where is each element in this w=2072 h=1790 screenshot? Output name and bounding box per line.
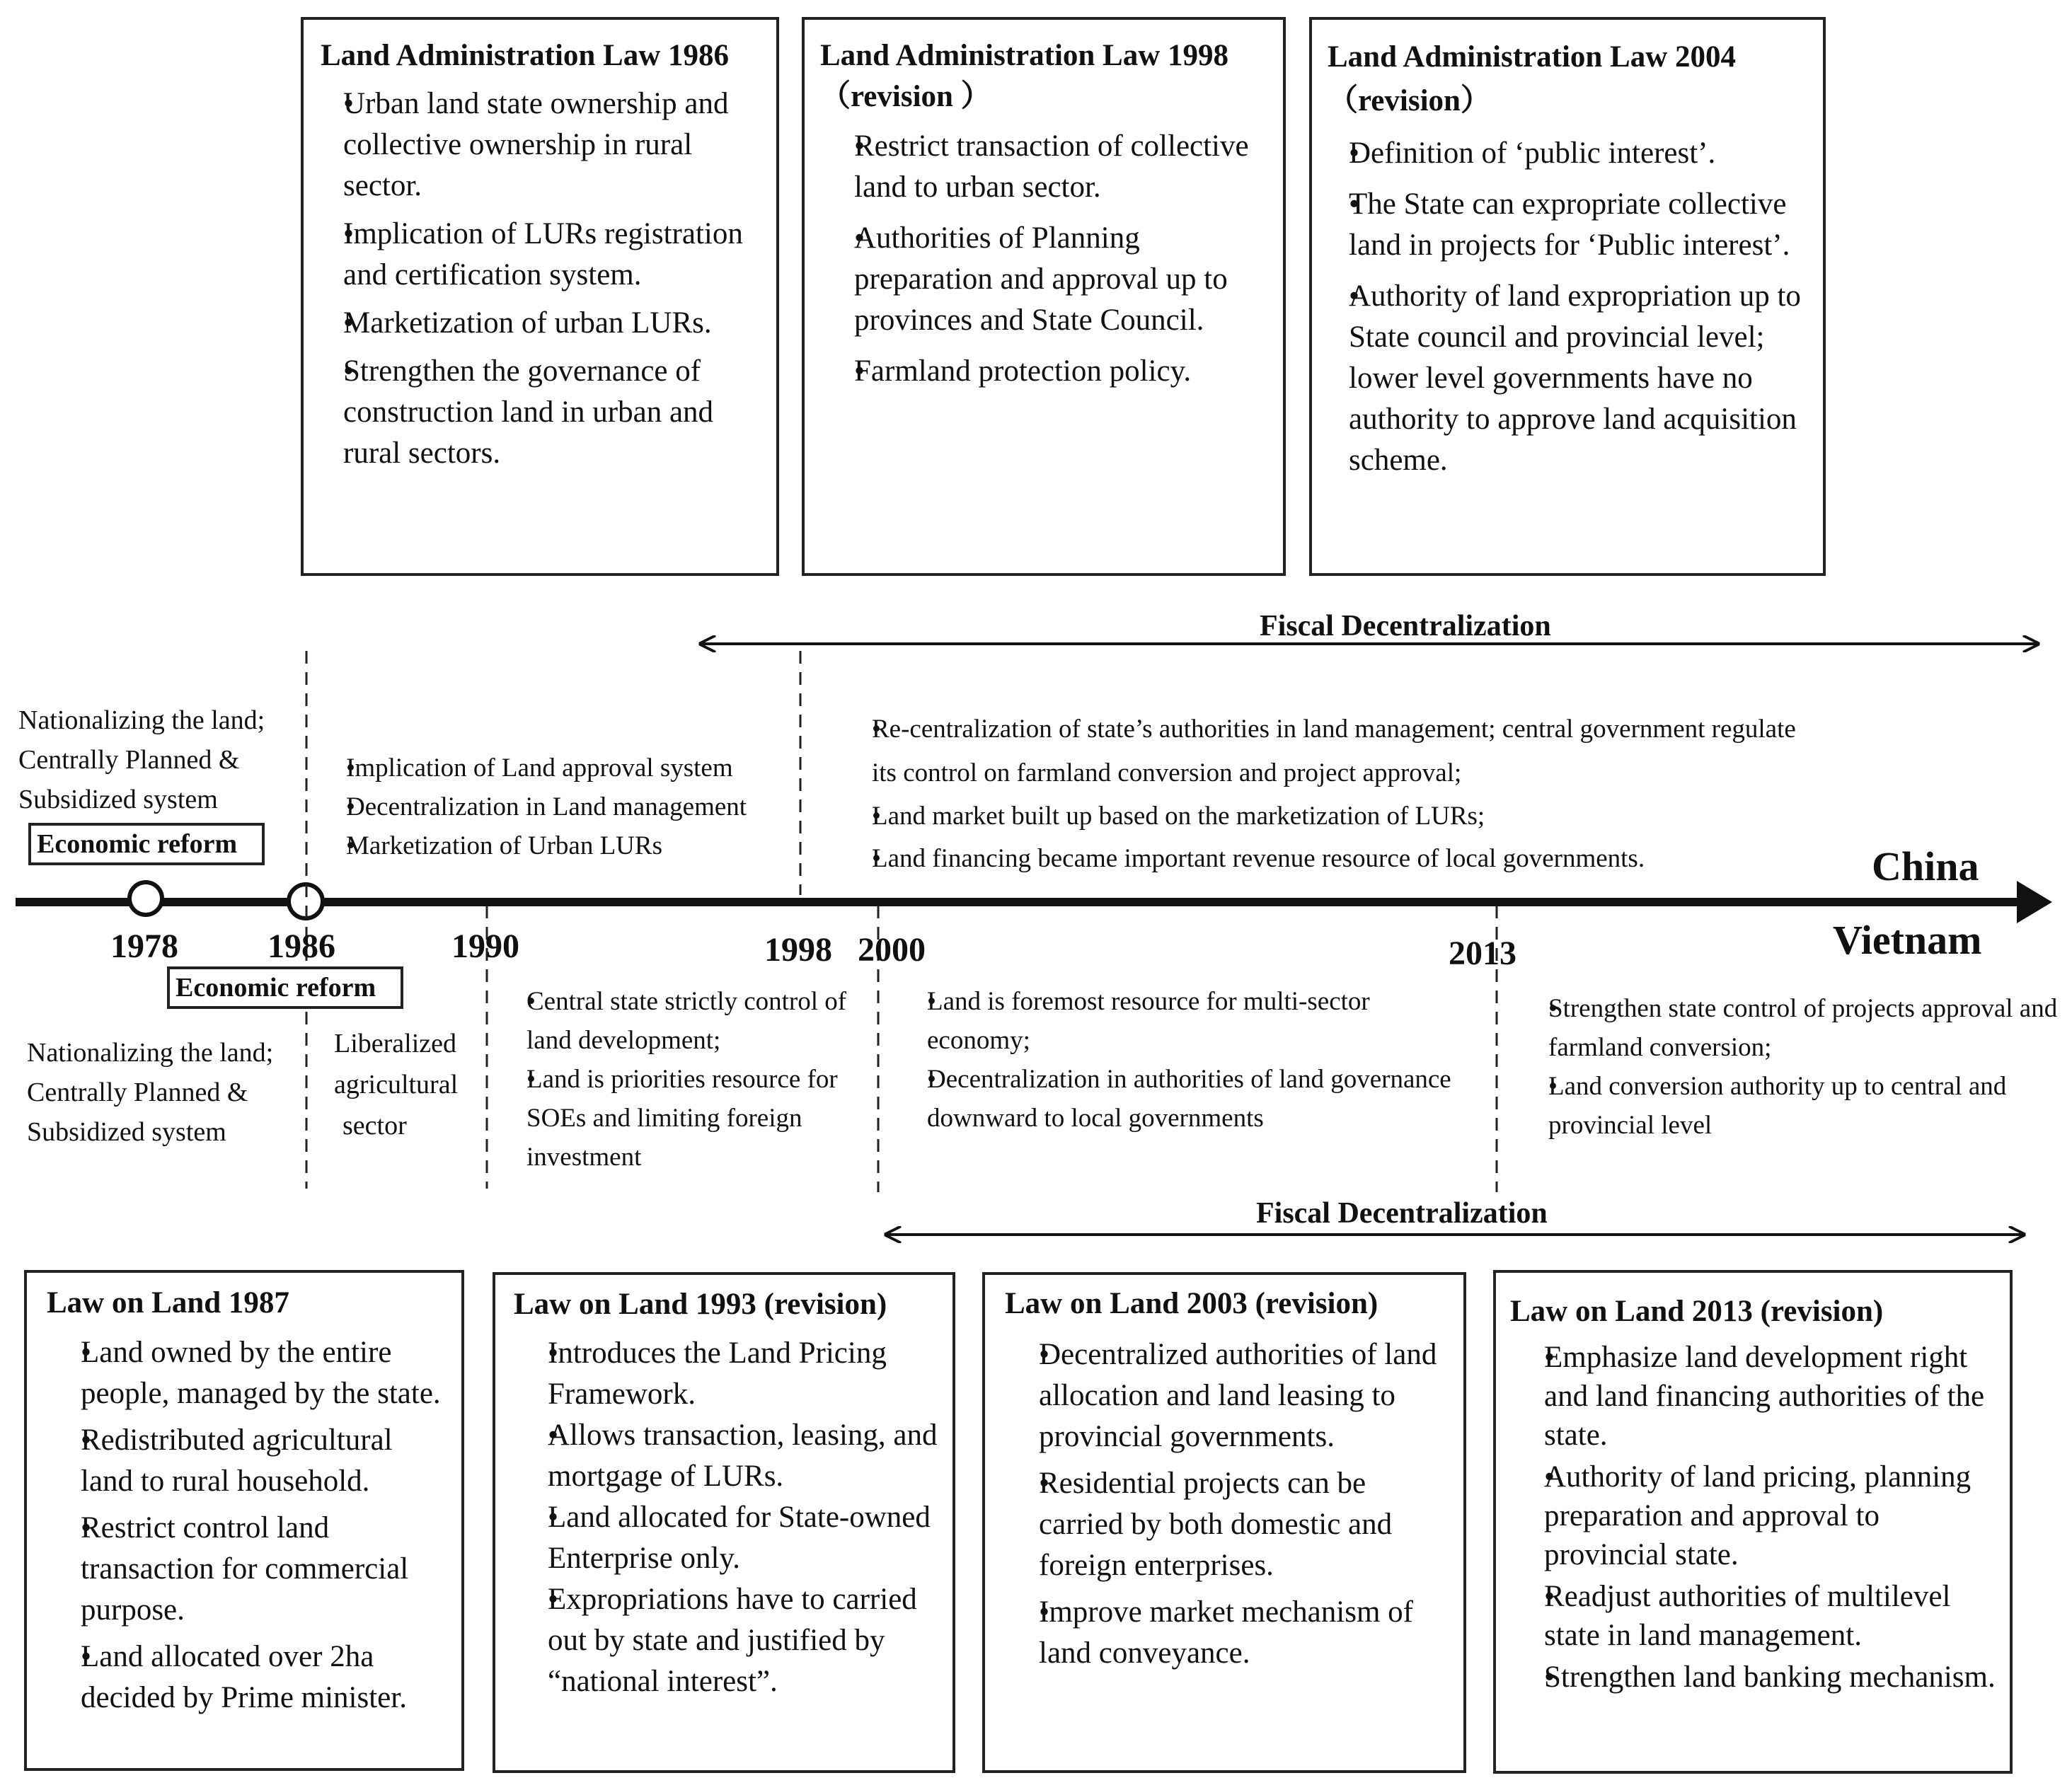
china-pre-reform-text xyxy=(18,700,265,819)
year-label-2000: 2000 xyxy=(858,931,926,969)
list-item: • Authority of land pricing, planning preparation and approval to provincial state. xyxy=(1510,1457,1998,1574)
marker-1978 xyxy=(130,882,162,915)
list-item: • Land owned by the entire people, managed by the state. xyxy=(47,1332,450,1414)
vietnam-2013-block xyxy=(1513,989,2065,1145)
country-label-vietnam: Vietnam xyxy=(1833,917,1982,963)
year-label-1990: 1990 xyxy=(451,928,519,965)
list-item: • Decentralization in Land management xyxy=(322,787,803,826)
vietnam-law-1993-list xyxy=(514,1333,947,1702)
vietnam-law-2013-box xyxy=(1493,1270,2013,1774)
text-line: Nationalizing the land; xyxy=(18,705,265,735)
list-item: • Central state strictly control of land development; xyxy=(493,982,875,1060)
list-item: • Farmland protection policy. xyxy=(820,351,1269,392)
text-line: sector xyxy=(343,1111,407,1141)
china-law-1986-box xyxy=(301,17,779,576)
list-item: • Restrict control land transaction for commercial purpose. xyxy=(47,1508,450,1631)
text-line: agricultural xyxy=(334,1070,459,1099)
list-item: • Marketization of urban LURs. xyxy=(321,303,762,344)
list-item: • Urban land state ownership and collective ownership in rural sector. xyxy=(321,83,762,207)
fiscal-label-vietnam: Fiscal Decentralization xyxy=(1256,1197,1548,1230)
year-label-2013: 2013 xyxy=(1449,935,1516,972)
fiscal-label-china: Fiscal Decentralization xyxy=(1260,610,1551,642)
china-law-1998-box xyxy=(802,17,1286,576)
list-item: • Authority of land expropriation up to State council and provincial level; lower level governments have no authority to approve land acquisition scheme. xyxy=(1328,276,1803,481)
list-item: • Allows transaction, leasing, and mortgage of LURs. xyxy=(514,1415,947,1497)
china-law-1998-title: Land Administration Law 1998 （revision ） xyxy=(820,39,1229,113)
list-item: • Strengthen state control of projects approval and farmland conversion; xyxy=(1513,989,2065,1067)
text-line: Subsidized system xyxy=(27,1117,226,1147)
list-item: • Readjust authorities of multilevel state in land management. xyxy=(1510,1577,1998,1655)
vietnam-law-1993-box xyxy=(493,1272,955,1773)
list-item: • Implication of Land approval system xyxy=(322,749,803,787)
vietnam-law-1987-box xyxy=(24,1270,464,1771)
list-item: • Restrict transaction of collective land to urban sector. xyxy=(820,126,1269,208)
list-item: • The State can expropriate collective land in projects for ‘Public interest’. xyxy=(1328,184,1803,266)
list-item: • Strengthen the governance of construction land in urban and rural sectors. xyxy=(321,351,762,474)
text-line: Subsidized system xyxy=(18,785,218,814)
list-item: • Redistributed agricultural land to rural household. xyxy=(47,1420,450,1502)
vietnam-law-2003-box xyxy=(982,1272,1466,1773)
vietnam-1990-block xyxy=(493,982,875,1177)
list-item: • Strengthen land banking mechanism. xyxy=(1510,1658,1998,1697)
list-item: • Land is foremost resource for multi-sector economy; xyxy=(893,982,1459,1060)
vietnam-2000-block xyxy=(893,982,1459,1138)
list-item: • Marketization of Urban LURs xyxy=(322,826,803,865)
list-item: • Land allocated over 2ha decided by Prime minister. xyxy=(47,1636,450,1719)
list-item: • Implication of LURs registration and certification system. xyxy=(321,214,762,296)
list-item: • Emphasize land development right and land financing authorities of the state. xyxy=(1510,1338,1998,1455)
text-line: Nationalizing the land; xyxy=(27,1038,274,1068)
vietnam-law-1987-title: Law on Land 1987 xyxy=(47,1286,289,1320)
text-line: Centrally Planned & xyxy=(27,1078,248,1107)
list-item: • Definition of ‘public interest’. xyxy=(1328,133,1803,174)
list-item: • Land financing became important revenue resource of local governments. xyxy=(846,838,1809,880)
vietnam-law-2003-title: Law on Land 2003 (revision) xyxy=(1005,1287,1379,1320)
china-1998-block xyxy=(846,708,1809,880)
timeline-arrowhead xyxy=(2017,881,2052,923)
list-item: • Land market built up based on the marketization of LURs; xyxy=(846,795,1809,838)
list-item: • Improve market mechanism of land conveyance. xyxy=(1005,1592,1452,1674)
list-item: • Residential projects can be carried by both domestic and foreign enterprises. xyxy=(1005,1463,1452,1586)
year-label-1998: 1998 xyxy=(764,931,832,969)
vietnam-1986-text xyxy=(334,1023,458,1146)
vietnam-pre-reform-text xyxy=(27,1033,273,1152)
list-item: • Authorities of Planning preparation and approval up to provinces and State Council. xyxy=(820,218,1269,341)
year-label-1986: 1986 xyxy=(267,928,335,965)
list-item: • Introduces the Land Pricing Framework. xyxy=(514,1333,947,1415)
china-law-1986-list xyxy=(321,83,762,474)
list-item: • Land conversion authority up to central and provincial level xyxy=(1513,1067,2065,1145)
vietnam-law-1987-list xyxy=(47,1332,450,1719)
country-label-china: China xyxy=(1872,843,1979,889)
vietnam-law-2013-list xyxy=(1510,1338,1998,1697)
economic-reform-china: Economic reform xyxy=(28,823,265,865)
china-law-1998-list xyxy=(820,126,1269,392)
list-item: • Decentralized authorities of land allocation and land leasing to provincial governments. xyxy=(1005,1334,1452,1457)
china-law-2004-list xyxy=(1328,133,1803,481)
china-law-1986-title: Land Administration Law 1986 xyxy=(321,39,730,72)
text-line: Liberalized xyxy=(334,1029,457,1058)
list-item: • Expropriations have to carried out by state and justified by “national interest”. xyxy=(514,1579,947,1702)
list-item: • Land is priorities resource for SOEs and limiting foreign investment xyxy=(493,1060,875,1177)
china-law-2004-box xyxy=(1309,17,1826,576)
vietnam-law-2003-list xyxy=(1005,1334,1452,1674)
year-label-1978: 1978 xyxy=(110,928,178,965)
list-item: • Land allocated for State-owned Enterprise only. xyxy=(514,1497,947,1579)
list-item: • Decentralization in authorities of land governance downward to local governments xyxy=(893,1060,1459,1138)
list-item: • Re-centralization of state’s authorities in land management; central government regulate its control on farmland conversion and project approval; xyxy=(846,708,1809,795)
vietnam-law-2013-title: Law on Land 2013 (revision) xyxy=(1510,1295,1884,1328)
china-1986-block xyxy=(322,749,803,865)
china-law-2004-title: Land Administration Law 2004 （revision） xyxy=(1328,40,1737,117)
text-line: Centrally Planned & xyxy=(18,745,240,775)
economic-reform-vietnam: Economic reform xyxy=(167,966,403,1009)
vietnam-law-1993-title: Law on Land 1993 (revision) xyxy=(514,1288,887,1321)
